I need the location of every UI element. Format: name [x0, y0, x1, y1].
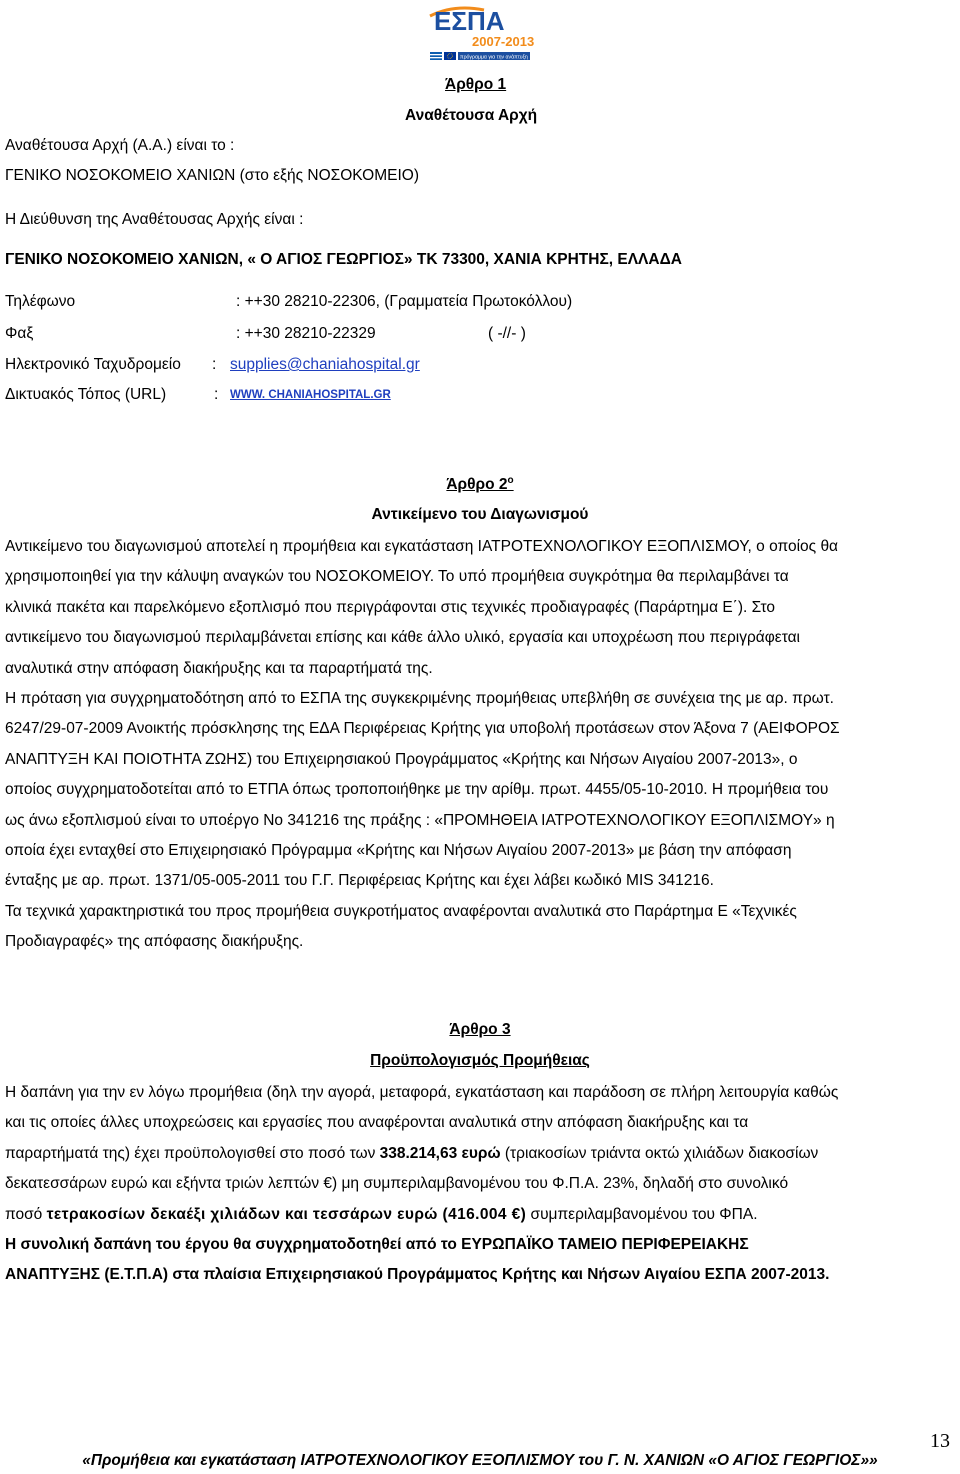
email-sep: : [212, 356, 217, 373]
article2-heading-text: Άρθρο 2 [446, 476, 508, 494]
article3-line5-post: συμπεριλαμβανομένου του ΦΠΑ. [526, 1205, 758, 1223]
article3-line4: δεκατεσσάρων ευρώ και εξήντα τριών λεπτών €) μη συμπεριλαμβανομένου του Φ.Π.Α. 23%, δηλαδή στο συνολικό [5, 1175, 789, 1193]
page-number: 13 [930, 1430, 950, 1452]
article2-line: αναλυτικά στην απόφαση διακήρυξης και τα παραρτήματά της. [5, 659, 433, 677]
article2-line: χρησιμοποιηθεί για την κάλυψη αναγκών του ΝΟΣΟΚΟΜΕΙΟΥ. Το υπό προμήθεια συγκρότημα θα περιλαμβάνει τα [5, 568, 789, 586]
article3-line1: Η δαπάνη για την εν λόγω προμήθεια (δηλ την αγορά, μεταφορά, εγκατάσταση και παράδοση σε πλήρη λειτουργία καθώς [5, 1084, 839, 1101]
article2-line: οποία έχει ενταχθεί στο Επιχειρησιακό Πρόγραμμα «Κρήτης και Νήσων Αιγαίου 2007-2013» με βάση την απόφαση [5, 842, 792, 860]
article2-line: οποίος συγχρηματοδοτείται από το ΕΤΠΑ όπως τροποποιήθηκε με την αρίθμ. πρωτ. 4455/05-10-2010. Η προμήθεια του [5, 781, 829, 799]
fax-note: ( -//- ) [488, 325, 526, 342]
article2-line: κλινικά πακέτα και παρελκόμενο εξοπλισμό που περιγράφονται στις τεχνικές προδιαγραφές (Παράρτημα Ε΄). Στο [5, 598, 775, 616]
article3-line2: και τις οποίες άλλες υποχρεώσεις και εργασίες που αναφέρονται αναλυτικά στην απόφαση διακήρυξης και τα [5, 1114, 749, 1132]
authority-line2: ΓΕΝΙΚΟ ΝΟΣΟΚΟΜΕΙΟ ΧΑΝΙΩΝ (στο εξής ΝΟΣΟΚΟΜΕΙΟ) [5, 167, 419, 184]
article2-line: Αντικείμενο του διαγωνισμού αποτελεί η προμήθεια και εγκατάσταση ΙΑΤΡΟΤΕΧΝΟΛΟΓΙΚΟΥ ΕΞΟΠΛΙΣΜΟΥ, ο οποίος θα [5, 538, 839, 555]
budget-amount: 338.214,63 ευρώ [379, 1144, 501, 1162]
espa-logo-tagline: πρόγραμμα για την ανάπτυξη [460, 54, 528, 61]
article3-title: Προϋπολογισμός Προμήθειας [370, 1052, 590, 1069]
article2-line: αντικείμενο του διαγωνισμού περιλαμβάνεται επίσης και κάθε άλλο υλικό, εργασία και υποχρέωση που περιγράφεται [5, 629, 801, 647]
email-label: Ηλεκτρονικό Ταχυδρομείο [5, 356, 181, 373]
phone-value: : ++30 28210-22306, (Γραμματεία Πρωτοκόλλου) [236, 293, 573, 310]
article1-heading: Άρθρο 1 [445, 76, 507, 93]
article3-line3-pre: παραρτήματά της) έχει προϋπολογισθεί στο ποσό των [5, 1144, 380, 1162]
espa-logo [424, 2, 536, 62]
article1-title: Αναθέτουσα Αρχή [405, 107, 538, 124]
article2-line: ένταξης με αρ. πρωτ. 1371/05-005-2011 του Γ.Γ. Περιφέρειας Κρήτης και έχει λάβει κωδικό MIS 341216. [5, 872, 714, 890]
article3-line3-post: (τριακοσίων τριάντα οκτώ χιλιάδων διακοσίων [500, 1144, 819, 1162]
article2-line: ΑΝΑΠΤΥΞΗ ΚΑΙ ΠΟΙΟΤΗΤΑ ΖΩΗΣ) του Επιχειρησιακού Προγράμματος «Κρήτης και Νήσων Αιγαίου 2007-2013», ο [5, 750, 798, 768]
total-amount: τετρακοσίων δεκαέξι χιλιάδων και τεσσάρων ευρώ (416.004 €) [46, 1205, 527, 1223]
fax-label: Φαξ [5, 325, 34, 342]
article2-body [5, 532, 955, 958]
eu-flag-icon [444, 52, 456, 60]
article2-line: Η πρόταση για συγχρηματοδότηση από το ΕΣΠΑ της συγκεκριμένης προμήθειας υπεβλήθη σε συνέχεια της με αρ. πρωτ. [5, 690, 834, 708]
article2-line: ως άνω εξοπλισμού είναι το υποέργο Νο 341216 της πράξης : «ΠΡΟΜΗΘΕΙΑ ΙΑΤΡΟΤΕΧΝΟΛΟΓΙΚΟΥ ΕΞΟΠΛΙΣΜΟΥ» η [5, 811, 835, 829]
fax-value: : ++30 28210-22329 [236, 325, 376, 342]
email-link[interactable]: supplies@chaniahospital.gr [230, 356, 420, 373]
article2-line: Προδιαγραφές» της απόφασης διακήρυξης. [5, 933, 304, 951]
greek-flag-icon [430, 52, 442, 60]
article3-line7: ΑΝΑΠΤΥΞΗΣ (Ε.Τ.Π.Α) στα πλαίσια Επιχειρησιακού Προγράμματος Κρήτης και Νήσων Αιγαίου ΕΣΠΑ 2007-2013. [5, 1266, 830, 1284]
article2-heading [0, 475, 960, 494]
article2-heading-sup: ο [507, 475, 514, 486]
article2-line: Τα τεχνικά χαρακτηριστικά του προς προμήθεια συγκροτήματος αναφέρονται αναλυτικά στο Παράρτημα Ε «Τεχνικές [5, 902, 797, 920]
article3-line6: Η συνολική δαπάνη του έργου θα συγχρηματοδοτηθεί από το ΕΥΡΩΠΑΪΚΟ ΤΑΜΕΙΟ ΠΕΡΙΦΕΡΕΙΑΚΗΣ [5, 1236, 749, 1254]
url-label: Δικτυακός Τόπος (URL) [5, 386, 167, 403]
authority-address: ΓΕΝΙΚΟ ΝΟΣΟΚΟΜΕΙΟ ΧΑΝΙΩΝ, « Ο ΑΓΙΟΣ ΓΕΩΡΓΙΟΣ» ΤΚ 73300, ΧΑΝΙΑ ΚΡΗΤΗΣ, ΕΛΛΑΔΑ [5, 251, 682, 268]
article3-line5-pre: ποσό [5, 1205, 47, 1223]
phone-label: Τηλέφωνο [5, 293, 76, 310]
espa-logo-text: ΕΣΠΑ [434, 6, 505, 36]
article3-body [5, 1078, 955, 1291]
article3-heading: Άρθρο 3 [449, 1021, 511, 1038]
authority-line3: Η Διεύθυνση της Αναθέτουσας Αρχής είναι : [5, 211, 304, 228]
url-sep: : [214, 386, 219, 403]
espa-logo-years: 2007-2013 [472, 34, 535, 49]
article3-line5 [5, 1200, 955, 1230]
page-footer: «Προμήθεια και εγκατάσταση ΙΑΤΡΟΤΕΧΝΟΛΟΓΙΚΟΥ ΕΞΟΠΛΙΣΜΟΥ του Γ. Ν. ΧΑΝΙΩΝ «Ο ΑΓΙΟΣ ΓΕΩΡΓΙΟΣ»» [82, 1452, 878, 1469]
article3-line3 [5, 1139, 955, 1169]
authority-line1: Αναθέτουσα Αρχή (Α.Α.) είναι το : [5, 137, 235, 154]
url-link[interactable]: WWW. CHANIAHOSPITAL.GR [230, 389, 391, 401]
article2-line: 6247/29-07-2009 Ανοικτής πρόσκλησης της ΕΔΑ Περιφέρειας Κρήτης για υποβολή προτάσεων στον Άξονα 7 (ΑΕΙΦΟΡΟΣ [5, 720, 840, 738]
article2-title: Αντικείμενο του Διαγωνισμού [371, 506, 589, 523]
